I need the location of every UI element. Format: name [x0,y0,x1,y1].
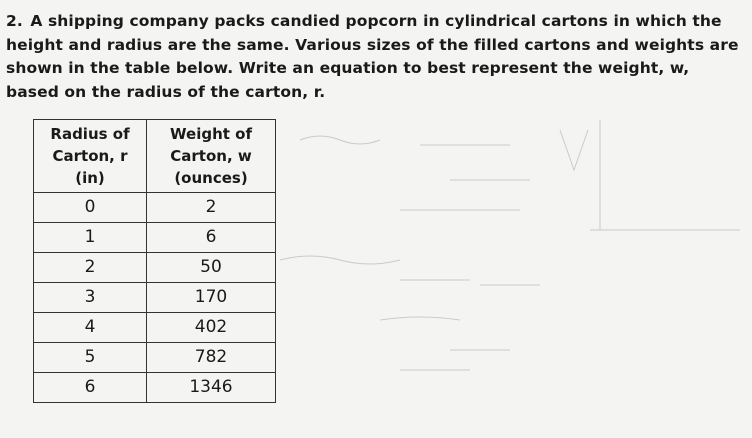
radius-cell: 6 [34,373,147,403]
weight-cell: 50 [147,253,276,283]
table-row [34,193,276,223]
weight-cell: 170 [147,283,276,313]
radius-cell: 4 [34,313,147,343]
table-row [34,343,276,373]
table-row [34,253,276,283]
table-row [34,223,276,253]
weight-cell: 2 [147,193,276,223]
header-weight: Weight of Carton, w (ounces) [147,120,276,193]
radius-cell: 1 [34,223,147,253]
bleed-through-marks [280,120,750,420]
weight-cell: 782 [147,343,276,373]
weight-cell: 1346 [147,373,276,403]
table-row [34,283,276,313]
radius-cell: 2 [34,253,147,283]
weight-cell: 6 [147,223,276,253]
radius-cell: 5 [34,343,147,373]
question-prompt: A shipping company packs candied popcorn in cylindrical cartons in which the height and radius are the same. Various sizes of the filled cartons and weights are shown in the table below. Write an equation to best represent the weight, w, based on the radius of the carton, r. [6,12,739,101]
question-text-block [6,10,746,104]
table-row [34,313,276,343]
radius-cell: 3 [34,283,147,313]
radius-weight-table [33,119,276,403]
table-row [34,373,276,403]
header-radius: Radius of Carton, r (in) [34,120,147,193]
question-number: 2. [6,12,23,30]
radius-cell: 0 [34,193,147,223]
weight-cell: 402 [147,313,276,343]
table-header-row [34,120,276,193]
